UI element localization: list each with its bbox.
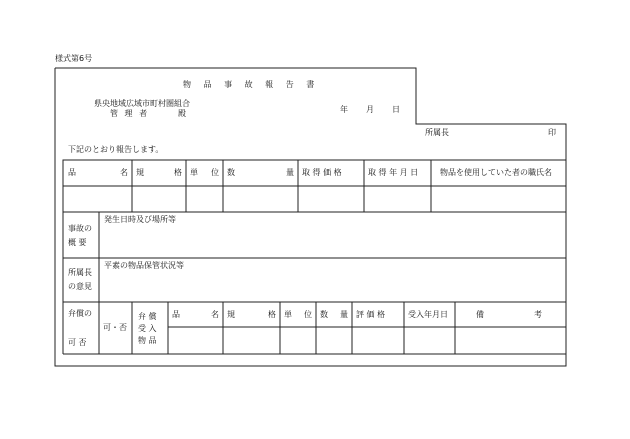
header-acquisition-price: 取 得 価 格 (302, 168, 342, 177)
date-year: 年 (340, 105, 348, 114)
comp-header-item-name: 品 名 (172, 310, 219, 319)
header-acquisition-date: 取 得 年 月 日 (368, 168, 419, 177)
reporter-label: 所属長 (425, 128, 449, 137)
accident-label-line1: 事故の (68, 224, 92, 233)
receive-label-line1: 弁 償 (138, 312, 157, 321)
header-unit: 単 位 (190, 168, 219, 177)
opinion-label-line2: の意見 (68, 282, 92, 291)
intro-text: 下記のとおり報告します。 (68, 145, 164, 154)
receive-label-line3: 物 品 (138, 336, 157, 345)
comp-header-receive-date: 受入年月日 (408, 310, 448, 319)
header-item-name: 品 名 (68, 168, 128, 177)
comp-header-unit: 単 位 (284, 310, 312, 319)
opinion-label-line1: 所属長 (68, 268, 92, 277)
accident-content-hint: 発生日時及び場所等 (104, 215, 176, 224)
date-day: 日 (392, 105, 400, 114)
comp-header-quantity: 数 量 (320, 310, 348, 319)
comp-header-spec: 規 格 (227, 310, 276, 319)
receive-label-line2: 受 入 (138, 324, 157, 333)
opinion-content-hint: 平素の物品保管状況等 (104, 261, 184, 270)
header-spec: 規 格 (136, 168, 182, 177)
compensation-label-line1: 弁償の (68, 309, 92, 318)
header-user-name: 物品を使用していた者の職氏名 (440, 168, 552, 177)
addressee-suffix: 殿 (178, 109, 186, 118)
form-number: 様式第6号 (55, 54, 93, 63)
addressee-title: 管 理 者 (110, 109, 150, 118)
addressee-organization: 県央地域広域市町村圏組合 (94, 99, 190, 108)
header-quantity: 数 量 (227, 168, 294, 177)
compensation-yes-no: 可・否 (103, 323, 127, 332)
compensation-label-line2: 可 否 (68, 338, 87, 347)
seal-mark: 印 (548, 128, 556, 137)
comp-header-valuation: 評 価 格 (356, 310, 386, 319)
comp-header-remarks: 備 考 (476, 310, 542, 319)
accident-label-line2: 概 要 (68, 238, 87, 247)
date-month: 月 (366, 105, 374, 114)
document-title: 物 品 事 故 報 告 書 (183, 80, 320, 89)
